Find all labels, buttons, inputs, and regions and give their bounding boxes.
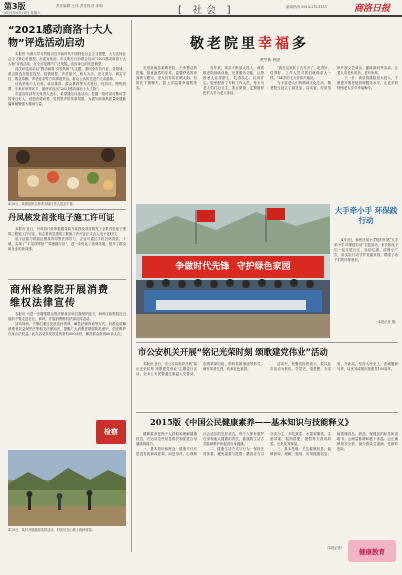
feature-body bbox=[136, 66, 398, 200]
aside-credit: （本报记者 摄） bbox=[374, 320, 398, 324]
article3-para: 活动现场，干警们通过发放宣传资料、解答法律咨询等方式，向群众讲解消费者权益保护法等相关法律知识，提醒广大消费者增强防范意识，依法维护自身合法权益。此次活动共发放宣传资料500余份，解答群众咨询80余人次。 bbox=[8, 322, 126, 336]
planting-photo-caption: 4月9日，某村开展植树造林活动，村民们在山坡上栽种树苗。 bbox=[8, 528, 95, 532]
banner-slogan-line1: 争做时代先锋 bbox=[175, 262, 230, 272]
feature-para: “我在这里住了五年多了，吃得好、住得好，工作人员对我们就像亲人一样。”84岁的王大爷高兴地说。 bbox=[270, 66, 331, 80]
banner-slogan-line2: 守护绿色家园 bbox=[236, 262, 291, 272]
article5-title: 2015版《中国公民健康素养——基本知识与技能释义》 bbox=[150, 417, 353, 427]
article4-para: 本报讯 近日，市公安局组织开展“铭记光荣时刻 颂歌建党伟业”主题党日活动，全市公安民警通过重温入党誓词、参观革命旧址、聆听英雄事迹等形式，缅怀革命先烈，传承红色基因。 bbox=[136, 362, 264, 376]
section-name: [ 社会 ] bbox=[178, 5, 235, 16]
article1-para: 市委宣传部有关负责人表示，希望通过评选活动，挖掘一批可亲可敬可学的身边好人，营造崇德向善、见贤思齐的浓厚氛围，为谱写商洛高质量发展新篇章凝聚强大精神力量。 bbox=[8, 92, 126, 106]
article2-para: 本报讯 近日，丹凤县行政审批服务局为某建设项目核发了全县首张电子建筑工程施工许可证，标志着该县建筑工程施工许可证正式迈入电子化时代。 bbox=[8, 227, 126, 236]
feature-para: 下一步，该县将继续加大投入，不断提升敬老院管理服务水平，让更多的特困老人安享幸福晚年。 bbox=[337, 76, 398, 90]
aside-body: 4月9日，商州区某小学组织开展“大手牵小手 环保践行动”主题活动，家长和孩子们一起走进社区，捡拾垃圾、清理小广告，用实际行动守护美丽家园，增强了孩子们的环保意识。 bbox=[334, 238, 398, 262]
banner-slogan bbox=[144, 259, 322, 272]
article5-para: 一、基本知识和理念：健康不仅仅是没有疾病或虚弱，而是身体、心理和社会适应的完好状态。每个人都有维护自身和他人健康的责任，健康的生活方式能够维护和促进自身健康。 bbox=[136, 432, 264, 456]
health-badge bbox=[348, 540, 396, 562]
article1-para: 本报讯 为深入学习贯彻习近平新时代中国特色社会主义思想，大力弘扬社会主义核心价值观，市委宣传部、市文明办日前联合启动“2021感动商洛十大人物”评选活动，在全市范围内广泛发掘、宣传身边的先进典型。 bbox=[8, 52, 126, 66]
article2-title: 丹凤核发首张电子施工许可证 bbox=[8, 212, 115, 222]
article5-credit: （本报记者） bbox=[324, 546, 344, 550]
planting-photo bbox=[8, 450, 126, 526]
article1-para: 此次评选活动以“感动商洛 引领风尚”为主题，面向全市各行业、各领域，重点推选在脱贫攻坚、疫情防控、乡村振兴、助人为乐、见义勇为、诚实守信、敬业奉献、孝老爱亲等方面事迹突出、群众公认的先进个人或群体。 bbox=[8, 67, 126, 81]
aside-box bbox=[334, 204, 398, 338]
article3-para: 本报讯 为进一步增强群众的法律意识和自我保护能力，商州区检察院近日组织干警走进社区、商场，开展消费维权法律宣传活动。 bbox=[8, 312, 126, 321]
article5-para: 二、健康生活方式与行为：保持正常体重，避免超重与肥胖；膳食应当以谷类为主，多吃蔬菜、水果和薯类，注意荤素、粗细搭配；提倡每天食用奶类、豆类及其制品。 bbox=[203, 432, 331, 456]
article4-title: 市公安机关开展“铭记光荣时刻 颂歌建党伟业”活动 bbox=[138, 347, 328, 357]
article4-body bbox=[136, 362, 398, 408]
column-divider bbox=[131, 20, 132, 552]
stamp-label: 检察 bbox=[104, 428, 118, 436]
issue-date: 2021年4月10日 星期六 bbox=[4, 11, 41, 15]
news-hotline: 新闻热线 0914-2313333 bbox=[286, 5, 327, 9]
editor-credits: 责任编辑 王伟 责任校对 李明 bbox=[56, 4, 103, 8]
divider bbox=[8, 209, 126, 210]
feature-title-part1: 敬老院里 bbox=[190, 36, 258, 52]
masthead-bar bbox=[0, 0, 402, 17]
feature-para: 为丰富老人们的精神文化生活，敬老院还设立了阅览室、活动室，经常组织开展文艺演出、趣味游戏等活动，让老人们老有所乐、老有所养。 bbox=[270, 66, 398, 90]
divider bbox=[8, 279, 126, 280]
article1-title: “2021感动商洛十大人物”评选活动启动 bbox=[8, 25, 113, 49]
divider bbox=[136, 412, 398, 413]
article2-para: 电子证照与纸质证照具有同等法律效力，企业可通过手机扫码查看、下载，实现了“不见面审批”“零跑腿办证”，进一步优化了营商环境，提升了群众和企业的获得感。 bbox=[8, 237, 126, 251]
article5-para: 三、基本技能：关注健康信息，能够获取、理解、甄别、应用健康信息；能看懂食品、药品、保健品的标签和说明书；会测量脉搏和腋下体温；会正确使用安全套，减少感染艾滋病、性病的危险。 bbox=[270, 432, 398, 456]
aside-title: 大手牵小手 环保践行动 bbox=[334, 206, 398, 225]
feature-title-part3: 多 bbox=[292, 36, 309, 52]
article4-para: 活动中，民警们纷纷表示，要以此次活动为契机，学党史、悟思想、办实事、开新局，坚持人民至上，忠诚履职尽责，以优异成绩庆祝建党100周年。 bbox=[270, 362, 398, 371]
article5-body bbox=[136, 432, 398, 542]
page-number: 第3版 bbox=[4, 2, 26, 11]
feature-para: 走进洛南县某敬老院，干净整洁的院落、绿意盎然的花草、温馨舒适的房间映入眼帘，老人们有的在晒太阳，有的在下棋聊天，脸上洋溢着幸福的笑容。 bbox=[136, 66, 197, 90]
feature-byline: 黄亨新 林茵 bbox=[260, 58, 281, 62]
article1-body bbox=[8, 52, 126, 144]
article2-body bbox=[8, 227, 126, 275]
volunteer-banner-photo bbox=[136, 204, 330, 338]
paper-logo: 商洛日报 bbox=[354, 4, 391, 14]
feature-title-highlight: 幸福 bbox=[258, 36, 292, 52]
article3-body bbox=[8, 312, 126, 416]
health-badge-label: 健康教育 bbox=[359, 547, 385, 556]
article1-para: 评选采取个人自荐、单位推荐、群众推荐等方式进行，经初评、网络投票、专家评审等环节，最终评选出“2021感动商洛十大人物”。 bbox=[8, 82, 126, 91]
meal-photo-caption: 4月8日，某镇组织志愿者为辖区老人送去午餐。 bbox=[8, 202, 76, 206]
feature-title bbox=[190, 35, 360, 53]
procuratorate-stamp bbox=[96, 420, 126, 444]
feature-para: 近年来，该县不断加大投入，改善敬老院基础设施，完善服务功能，让特困老人住得舒心、吃得放心、玩得开心。院里配备了专职工作人员，每天为老人们打扫卫生、洗衣做饭，定期组织医护人员为老人体检。 bbox=[203, 66, 264, 95]
article3-title: 商州检察院开展消费维权法律宣传 bbox=[10, 285, 109, 309]
article5-para: 健康素养是指个人获取和理解健康信息，并运用这些信息维护和促进自身健康的能力。 bbox=[136, 432, 197, 446]
divider bbox=[136, 342, 398, 343]
meal-photo bbox=[8, 147, 126, 201]
